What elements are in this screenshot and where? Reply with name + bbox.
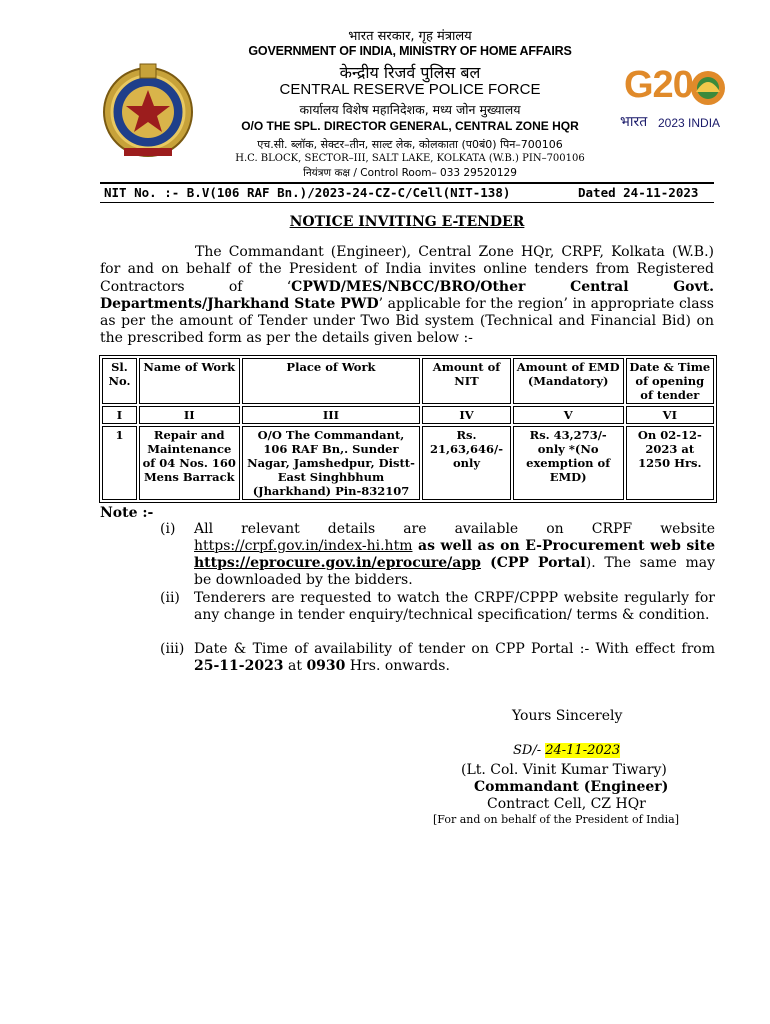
numeral-cell: I	[102, 406, 137, 424]
contract-cell: Contract Cell, CZ HQr	[487, 796, 646, 812]
cell-amount-emd: Rs. 43,273/- only *(No exemption of EMD)	[513, 426, 624, 500]
closing: Yours Sincerely	[512, 708, 623, 724]
note-iii-at: at	[283, 658, 307, 674]
note-item-iii	[194, 641, 715, 675]
address-line: H.C. BLOCK, SECTOR–III, SALT LAKE, KOLKATA (W.B.) PIN–700106	[235, 153, 585, 164]
behalf-note: [For and on behalf of the President of India]	[433, 813, 679, 826]
g20-year: 2023 INDIA	[658, 116, 721, 130]
nit-date: Dated 24-11-2023	[578, 185, 699, 200]
header-sl-no: Sl. No.	[102, 358, 137, 404]
hindi-office: कार्यालय विशेष महानिदेशक, मध्य जोन मुख्यालय	[299, 102, 521, 117]
header-amount-emd: Amount of EMD (Mandatory)	[513, 358, 624, 404]
note-number-i: (i)	[160, 521, 176, 537]
tender-table	[99, 355, 717, 503]
note-iii-date: 25-11-2023	[194, 658, 284, 674]
intro-text-1: The Commandant (Engineer), Central Zone HQr, CRPF, Kolkata (W.B.) for and on behalf of the President of India invites online tenders from Registered Contractors of ‘	[100, 244, 714, 295]
signature-date: 24-11-2023	[545, 743, 621, 758]
note-item-ii: Tenderers are requested to watch the CRPF/CPPP website regularly for any change in tender enquiry/technical specification/ terms & condition.	[194, 590, 715, 623]
numeral-cell: VI	[626, 406, 714, 424]
nit-divider	[100, 202, 714, 203]
numeral-cell: V	[513, 406, 624, 424]
crpf-website-link[interactable]: https://crpf.gov.in/index-hi.htm	[194, 538, 413, 554]
header-amount-nit: Amount of NIT	[422, 358, 510, 404]
note-i-eprocure-text: as well as on E-Procurement web site	[412, 538, 715, 554]
hindi-government: भारत सरकार, गृह मंत्रालय	[348, 29, 472, 44]
numeral-cell: IV	[422, 406, 510, 424]
intro-text-2: ’ applicable for the region’ in appropriate class as per the amount of Tender under Two Bid system (Technical and Financial Bid) on the prescribed form as per the details given below :-	[100, 295, 714, 347]
header-opening-date: Date & Time of opening of tender	[626, 358, 714, 404]
table-row	[102, 426, 714, 500]
header-place-of-work: Place of Work	[242, 358, 421, 404]
note-i-cpp-portal: (CPP Portal	[480, 555, 586, 571]
note-number-ii: (ii)	[160, 590, 180, 606]
note-number-iii: (iii)	[160, 641, 185, 657]
control-room: नियंत्रण कक्ष / Control Room– 033 29520129	[303, 167, 517, 179]
note-iii-time: 0930	[306, 658, 346, 674]
sd-mark: SD/-	[513, 743, 542, 758]
numeral-cell: II	[139, 406, 240, 424]
signatory-designation: Commandant (Engineer)	[474, 779, 669, 795]
note-heading: Note :-	[100, 505, 154, 521]
note-iii-end: Hrs. onwards.	[345, 658, 450, 674]
numeral-cell: III	[242, 406, 421, 424]
cell-sl-no: 1	[102, 426, 137, 500]
cell-amount-nit: Rs. 21,63,646/- only	[422, 426, 510, 500]
g20-hindi: भारत	[620, 114, 648, 130]
office-line: O/O THE SPL. DIRECTOR GENERAL, CENTRAL ZONE HQR	[241, 119, 579, 133]
g20-text: G20	[624, 64, 693, 106]
nit-number: NIT No. :- B.V(106 RAF Bn.)/2023-24-CZ-C/Cell(NIT-138)	[104, 185, 511, 200]
eprocure-link[interactable]: https://eprocure.gov.in/eprocure/app	[194, 555, 481, 571]
note-iii-text: Date & Time of availability of tender on CPP Portal :- With effect from	[194, 641, 715, 657]
signature-line	[513, 743, 620, 758]
ministry-line: GOVERNMENT OF INDIA, MINISTRY OF HOME AFFAIRS	[248, 44, 572, 58]
header-divider	[100, 182, 714, 184]
hindi-crpf: केन्द्रीय रिजर्व पुलिस बल	[339, 63, 481, 82]
note-item-i	[194, 521, 715, 589]
table-numeral-row	[102, 406, 714, 424]
force-name: CENTRAL RESERVE POLICE FORCE	[279, 81, 541, 98]
note-i-text-end: ). The same may be downloaded by the bidders.	[194, 555, 715, 588]
table-header-row	[102, 358, 714, 404]
header-name-of-work: Name of Work	[139, 358, 240, 404]
hindi-address: एच.सी. ब्लॉक, सेक्टर–तीन, साल्ट लेक, कोलकाता (प0बं0) पिन–700106	[257, 138, 563, 151]
cell-opening-date: On 02-12-2023 at 1250 Hrs.	[626, 426, 714, 500]
cell-name-of-work: Repair and Maintenance of 04 Nos. 160 Mens Barrack	[139, 426, 240, 500]
note-i-text: All relevant details are available on CRPF website	[194, 521, 715, 537]
intro-contractors: CPWD/MES/NBCC/BRO/Other Central Govt. Departments/Jharkhand State PWD	[100, 278, 714, 312]
notice-title: NOTICE INVITING E-TENDER	[289, 214, 525, 230]
intro-paragraph	[100, 244, 714, 348]
signatory-name: (Lt. Col. Vinit Kumar Tiwary)	[461, 762, 667, 778]
cell-place-of-work: O/O The Commandant, 106 RAF Bn,. Sunder Nagar, Jamshedpur, Distt-East Singhbhum (Jharkhand) Pin-832107	[242, 426, 421, 500]
